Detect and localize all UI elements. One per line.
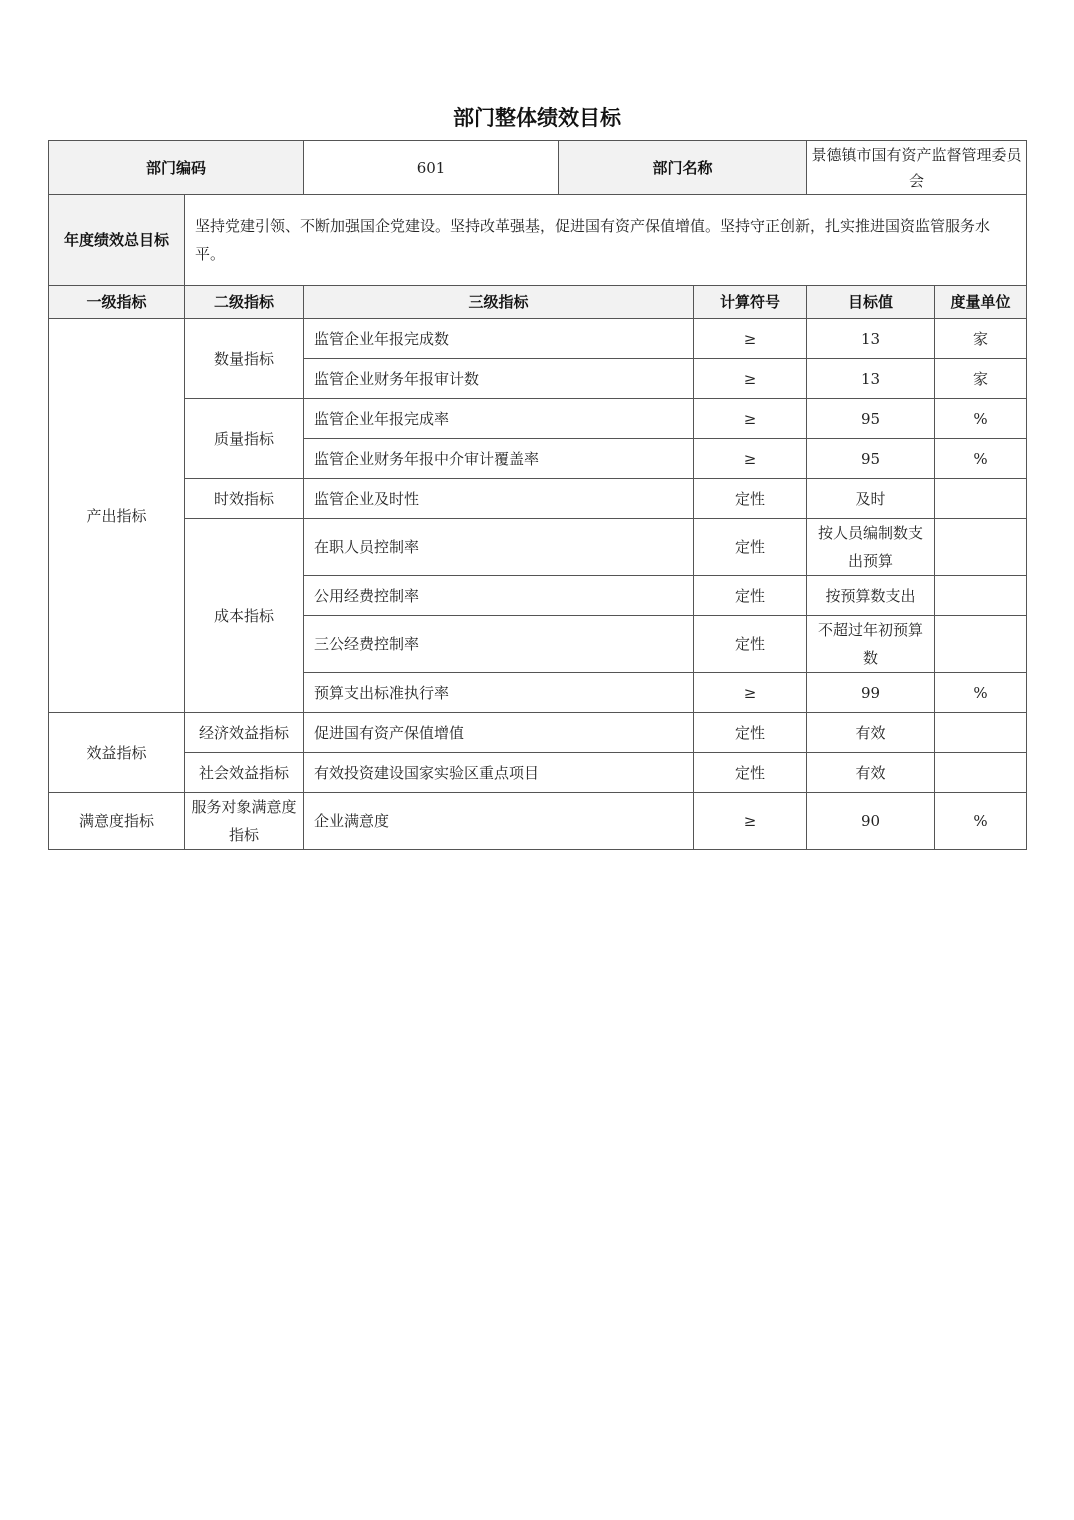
col-level1: 一级指标 [49, 286, 185, 319]
unit-cell: % [935, 399, 1027, 439]
group-satisfaction: 满意度指标 [49, 793, 185, 850]
group-benefit: 效益指标 [49, 713, 185, 793]
target-cell: 95 [807, 399, 935, 439]
unit-cell [935, 519, 1027, 576]
operator-cell: 定性 [694, 753, 807, 793]
operator-cell: 定性 [694, 616, 807, 673]
indicator-cell: 公用经费控制率 [304, 576, 694, 616]
unit-cell [935, 616, 1027, 673]
indicator-cell: 有效投资建设国家实验区重点项目 [304, 753, 694, 793]
target-cell: 90 [807, 793, 935, 850]
dept-name-value: 景德镇市国有资产监督管理委员会 [807, 141, 1027, 195]
operator-cell: ≥ [694, 793, 807, 850]
target-cell: 95 [807, 439, 935, 479]
group-timeliness: 时效指标 [185, 479, 304, 519]
operator-cell: 定性 [694, 479, 807, 519]
column-header-row [49, 286, 1027, 319]
unit-cell [935, 713, 1027, 753]
indicator-cell: 监管企业年报完成率 [304, 399, 694, 439]
dept-info-row [49, 141, 1027, 195]
indicator-cell: 预算支出标准执行率 [304, 673, 694, 713]
indicator-cell: 在职人员控制率 [304, 519, 694, 576]
indicator-cell: 促进国有资产保值增值 [304, 713, 694, 753]
page-title: 部门整体绩效目标 [453, 106, 621, 130]
target-cell: 按人员编制数支出预算 [807, 519, 935, 576]
target-cell: 13 [807, 359, 935, 399]
unit-cell: % [935, 793, 1027, 850]
group-cost: 成本指标 [185, 519, 304, 713]
operator-cell: ≥ [694, 399, 807, 439]
unit-cell: % [935, 439, 1027, 479]
indicator-cell: 监管企业财务年报中介审计覆盖率 [304, 439, 694, 479]
operator-cell: 定性 [694, 576, 807, 616]
indicator-cell: 企业满意度 [304, 793, 694, 850]
target-cell: 有效 [807, 753, 935, 793]
col-level3: 三级指标 [304, 286, 694, 319]
table-row [49, 519, 1027, 576]
group-quantity: 数量指标 [185, 319, 304, 399]
dept-code-value: 601 [304, 141, 559, 195]
group-economic: 经济效益指标 [185, 713, 304, 753]
indicator-cell: 监管企业财务年报审计数 [304, 359, 694, 399]
table-row [49, 713, 1027, 753]
indicator-cell: 三公经费控制率 [304, 616, 694, 673]
unit-cell [935, 576, 1027, 616]
target-cell: 及时 [807, 479, 935, 519]
target-cell: 不超过年初预算数 [807, 616, 935, 673]
unit-cell: % [935, 673, 1027, 713]
operator-cell: ≥ [694, 673, 807, 713]
unit-cell [935, 479, 1027, 519]
group-output: 产出指标 [49, 319, 185, 713]
table-row [49, 793, 1027, 850]
dept-code-label: 部门编码 [49, 141, 304, 195]
col-unit: 度量单位 [935, 286, 1027, 319]
group-quality: 质量指标 [185, 399, 304, 479]
operator-cell: ≥ [694, 439, 807, 479]
col-level2: 二级指标 [185, 286, 304, 319]
col-target: 目标值 [807, 286, 935, 319]
table-row [49, 399, 1027, 439]
annual-goal-label: 年度绩效总目标 [49, 195, 185, 286]
unit-cell: 家 [935, 319, 1027, 359]
group-service-satisfaction: 服务对象满意度指标 [185, 793, 304, 850]
operator-cell: 定性 [694, 713, 807, 753]
table-row [49, 479, 1027, 519]
unit-cell [935, 753, 1027, 793]
target-cell: 有效 [807, 713, 935, 753]
target-cell: 99 [807, 673, 935, 713]
annual-goal-row [49, 195, 1027, 286]
group-social: 社会效益指标 [185, 753, 304, 793]
operator-cell: ≥ [694, 359, 807, 399]
target-cell: 按预算数支出 [807, 576, 935, 616]
operator-cell: ≥ [694, 319, 807, 359]
dept-name-label: 部门名称 [559, 141, 807, 195]
target-cell: 13 [807, 319, 935, 359]
annual-goal-text: 坚持党建引领、不断加强国企党建设。坚持改革强基，促进国有资产保值增值。坚持守正创新，扎实推进国资监管服务水平。 [185, 195, 1027, 286]
col-operator: 计算符号 [694, 286, 807, 319]
indicator-cell: 监管企业及时性 [304, 479, 694, 519]
table-row [49, 753, 1027, 793]
performance-table [48, 140, 1027, 850]
unit-cell: 家 [935, 359, 1027, 399]
table-row [49, 319, 1027, 359]
operator-cell: 定性 [694, 519, 807, 576]
indicator-cell: 监管企业年报完成数 [304, 319, 694, 359]
